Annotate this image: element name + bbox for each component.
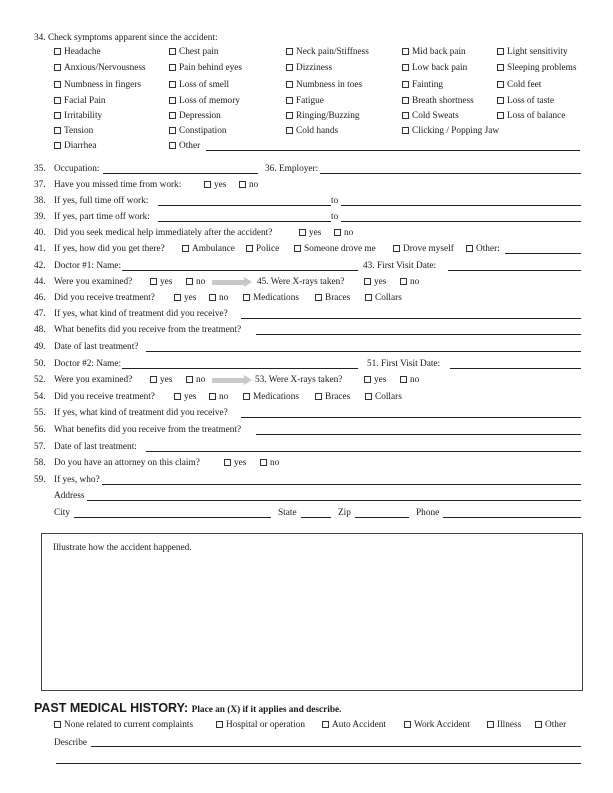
q52-label: Were you examined? xyxy=(54,375,133,385)
q44-no[interactable]: no xyxy=(186,277,205,288)
q48-number: 48. xyxy=(34,325,46,335)
q54-braces[interactable]: Braces xyxy=(315,392,350,403)
q46-label: Did you receive treatment? xyxy=(54,293,155,303)
symptom-label: Breath shortness xyxy=(412,96,474,106)
illustration-label: Illustrate how the accident happened. xyxy=(53,543,192,553)
symptom-label: Numbness in toes xyxy=(296,80,363,90)
q35-label: Occupation: xyxy=(54,164,100,174)
q37-label: Have you missed time from work: xyxy=(54,180,182,190)
checkbox[interactable] xyxy=(216,721,223,728)
q39-from-field[interactable] xyxy=(158,221,331,222)
checkbox[interactable] xyxy=(402,127,409,134)
symptom-option[interactable] xyxy=(497,47,568,58)
phone-field[interactable] xyxy=(443,517,581,518)
checkbox[interactable] xyxy=(209,393,216,400)
q42-number: 42. xyxy=(34,261,46,271)
checkbox[interactable] xyxy=(246,245,253,252)
state-field[interactable] xyxy=(301,517,331,518)
symptom-label: Cold Sweats xyxy=(412,111,459,121)
checkbox[interactable] xyxy=(402,81,409,88)
q49-field[interactable] xyxy=(146,351,581,352)
checkbox[interactable] xyxy=(497,112,504,119)
q50-label: Doctor #2: Name: xyxy=(54,359,122,369)
q41-other[interactable]: Other: xyxy=(466,244,500,255)
q58-yes[interactable]: yes xyxy=(224,458,246,469)
symptom-option[interactable] xyxy=(169,47,219,58)
symptom-label: Cold feet xyxy=(507,80,542,90)
q38-to: to xyxy=(331,196,339,206)
checkbox[interactable] xyxy=(404,721,411,728)
checkbox[interactable] xyxy=(400,278,407,285)
symptom-option[interactable] xyxy=(402,111,459,122)
q41-someone-drove[interactable]: Someone drove me xyxy=(294,244,376,255)
q53-label: 53. Were X-rays taken? xyxy=(255,375,343,385)
q54-yes[interactable]: yes xyxy=(174,392,196,403)
checkbox[interactable] xyxy=(54,81,61,88)
address-label: Address xyxy=(54,491,85,501)
q35-number: 35. xyxy=(34,164,46,174)
describe-field-1[interactable] xyxy=(91,746,581,747)
symptom-label: Sleeping problems xyxy=(507,63,577,73)
checkbox[interactable] xyxy=(400,376,407,383)
checkbox[interactable] xyxy=(487,721,494,728)
doctor1-date-field[interactable] xyxy=(448,270,581,271)
history-other[interactable]: Other xyxy=(535,720,566,731)
q34-label: 34. Check symptoms apparent since the accident: xyxy=(34,33,218,43)
symptom-label: Cold hands xyxy=(296,126,339,136)
checkbox[interactable] xyxy=(402,112,409,119)
symptom-label: Loss of smell xyxy=(179,80,230,90)
symptom-option[interactable] xyxy=(497,96,554,107)
checkbox[interactable] xyxy=(497,81,504,88)
checkbox[interactable] xyxy=(186,376,193,383)
q54-number: 54. xyxy=(34,392,46,402)
q47-label: If yes, what kind of treatment did you receive? xyxy=(54,309,228,319)
history-illness[interactable]: Illness xyxy=(487,720,521,731)
q58-number: 58. xyxy=(34,458,46,468)
q55-label: If yes, what kind of treatment did you receive? xyxy=(54,408,228,418)
q41-other-field[interactable] xyxy=(505,253,581,254)
checkbox[interactable] xyxy=(497,48,504,55)
q40-no[interactable]: no xyxy=(334,228,353,239)
checkbox[interactable] xyxy=(364,278,371,285)
checkbox[interactable] xyxy=(169,64,176,71)
symptom-label: Facial Pain xyxy=(64,96,106,106)
q55-number: 55. xyxy=(34,408,46,418)
symptom-label: Fainting xyxy=(412,80,443,90)
q37-no[interactable]: no xyxy=(239,180,258,191)
city-field[interactable] xyxy=(74,517,271,518)
symptom-label: Loss of taste xyxy=(507,96,554,106)
checkbox[interactable] xyxy=(393,245,400,252)
q45-no[interactable]: no xyxy=(400,277,419,288)
symptom-label: Headache xyxy=(64,47,101,57)
checkbox[interactable] xyxy=(243,294,250,301)
arrow-right-icon xyxy=(212,280,245,285)
symptom-label: Dizziness xyxy=(296,63,333,73)
symptom-option[interactable] xyxy=(286,96,324,107)
q57-number: 57. xyxy=(34,442,46,452)
checkbox[interactable] xyxy=(402,48,409,55)
checkbox[interactable] xyxy=(169,81,176,88)
q40-yes[interactable]: yes xyxy=(299,228,321,239)
symptom-option[interactable] xyxy=(286,63,332,74)
symptom-option[interactable] xyxy=(402,80,443,91)
q47-number: 47. xyxy=(34,309,46,319)
symptom-label: Loss of memory xyxy=(179,96,240,106)
symptom-other-line[interactable] xyxy=(206,150,580,151)
describe-label: Describe xyxy=(54,738,88,748)
checkbox[interactable] xyxy=(402,64,409,71)
q59-number: 59. xyxy=(34,475,46,485)
symptom-option[interactable] xyxy=(286,111,360,122)
q47-field[interactable] xyxy=(241,318,581,319)
q38-to-field[interactable] xyxy=(341,205,581,206)
q37-yes[interactable]: yes xyxy=(204,180,226,191)
checkbox[interactable] xyxy=(186,278,193,285)
doctor1-name-field[interactable] xyxy=(122,270,358,271)
symptom-label: Irritability xyxy=(64,111,103,121)
symptom-label: Ringing/Buzzing xyxy=(296,111,360,121)
q58-label: Do you have an attorney on this claim? xyxy=(54,458,200,468)
symptom-label: Chest pain xyxy=(179,47,219,57)
doctor2-name-field[interactable] xyxy=(122,368,358,369)
q38-from-field[interactable] xyxy=(158,205,331,206)
q52-number: 52. xyxy=(34,375,46,385)
checkbox[interactable] xyxy=(322,721,329,728)
phone-label: Phone xyxy=(416,508,440,518)
q51-label: 51. First Visit Date: xyxy=(367,359,441,369)
past-medical-history-instructions: Place an (X) if it applies and describe. xyxy=(191,705,342,715)
q54-medications[interactable]: Medications xyxy=(243,392,299,403)
q59-label: If yes, who? xyxy=(54,475,100,485)
checkbox[interactable] xyxy=(286,81,293,88)
symptom-label: Loss of balance xyxy=(507,111,566,121)
attorney-name-field[interactable] xyxy=(102,484,581,485)
symptom-option[interactable] xyxy=(497,63,576,74)
checkbox[interactable] xyxy=(54,721,61,728)
q46-medications[interactable]: Medications xyxy=(243,293,299,304)
q56-field[interactable] xyxy=(256,434,581,435)
checkbox[interactable] xyxy=(294,245,301,252)
checkbox[interactable] xyxy=(54,48,61,55)
q55-field[interactable] xyxy=(241,417,581,418)
q54-no[interactable]: no xyxy=(209,392,228,403)
checkbox[interactable] xyxy=(365,393,372,400)
symptom-option[interactable] xyxy=(169,111,221,122)
q52-yes[interactable]: yes xyxy=(150,375,172,386)
q44-number: 44. xyxy=(34,277,46,287)
checkbox[interactable] xyxy=(169,97,176,104)
symptom-option[interactable] xyxy=(54,96,106,107)
symptom-label: Fatigue xyxy=(296,96,324,106)
symptom-option[interactable] xyxy=(402,126,499,137)
checkbox[interactable] xyxy=(286,97,293,104)
symptom-option[interactable] xyxy=(402,47,466,58)
q38-label: If yes, full time off work: xyxy=(54,196,149,206)
q39-to-field[interactable] xyxy=(341,221,581,222)
q57-field[interactable] xyxy=(146,451,581,452)
checkbox[interactable] xyxy=(174,294,181,301)
q58-no[interactable]: no xyxy=(260,458,279,469)
checkbox[interactable] xyxy=(466,245,473,252)
illustration-box[interactable] xyxy=(41,533,583,691)
symptom-label: Depression xyxy=(179,111,221,121)
checkbox[interactable] xyxy=(364,376,371,383)
symptom-option[interactable] xyxy=(286,47,369,58)
history-work-accident[interactable]: Work Accident xyxy=(404,720,470,731)
q41-ambulance[interactable]: Ambulance xyxy=(182,244,235,255)
checkbox[interactable] xyxy=(169,112,176,119)
q53-yes[interactable]: yes xyxy=(364,375,386,386)
q49-number: 49. xyxy=(34,342,46,352)
symptom-label: Anxious/Nervousness xyxy=(64,63,146,73)
checkbox[interactable] xyxy=(286,64,293,71)
symptom-option[interactable] xyxy=(169,141,200,152)
address-field[interactable] xyxy=(87,500,581,501)
checkbox[interactable] xyxy=(54,127,61,134)
checkbox[interactable] xyxy=(150,278,157,285)
q57-label: Date of last treatment: xyxy=(54,442,137,452)
symptom-option[interactable] xyxy=(402,96,474,107)
q44-label: Were you examined? xyxy=(54,277,133,287)
symptom-option[interactable] xyxy=(169,63,242,74)
symptom-label: Other xyxy=(179,141,201,151)
q44-yes[interactable]: yes xyxy=(150,277,172,288)
doctor2-date-field[interactable] xyxy=(450,368,581,369)
q41-police[interactable]: Police xyxy=(246,244,279,255)
checkbox[interactable] xyxy=(315,294,322,301)
q45-label: 45. Were X-rays taken? xyxy=(257,277,345,287)
checkbox[interactable] xyxy=(402,97,409,104)
q40-number: 40. xyxy=(34,228,46,238)
checkbox[interactable] xyxy=(54,142,61,149)
symptom-option[interactable] xyxy=(286,80,362,91)
symptom-label: Clicking / Popping Jaw xyxy=(412,126,500,136)
q45-yes[interactable]: yes xyxy=(364,277,386,288)
q36-label: 36. Employer: xyxy=(265,164,319,174)
q46-braces[interactable]: Braces xyxy=(315,293,350,304)
symptom-option[interactable] xyxy=(286,126,338,137)
checkbox[interactable] xyxy=(239,181,246,188)
symptom-label: Neck pain/Stiffness xyxy=(296,47,369,57)
q54-collars[interactable]: Collars xyxy=(365,392,402,403)
q54-label: Did you receive treatment? xyxy=(54,392,155,402)
checkbox[interactable] xyxy=(204,181,211,188)
q39-number: 39. xyxy=(34,212,46,222)
checkbox[interactable] xyxy=(299,229,306,236)
symptom-label: Low back pain xyxy=(412,63,468,73)
q37-number: 37. xyxy=(34,180,46,190)
q52-no[interactable]: no xyxy=(186,375,205,386)
q46-yes[interactable]: yes xyxy=(174,293,196,304)
symptom-option[interactable] xyxy=(54,47,101,58)
checkbox[interactable] xyxy=(182,245,189,252)
history-hospital[interactable]: Hospital or operation xyxy=(216,720,305,731)
q41-drove-myself[interactable]: Drove myself xyxy=(393,244,454,255)
q48-label: What benefits did you receive from the treatment? xyxy=(54,325,242,335)
symptom-option[interactable] xyxy=(54,141,97,152)
q46-no[interactable]: no xyxy=(209,293,228,304)
symptom-option[interactable] xyxy=(497,80,541,91)
state-label: State xyxy=(278,508,297,518)
checkbox[interactable] xyxy=(365,294,372,301)
symptom-option[interactable] xyxy=(54,111,102,122)
q39-label: If yes, part time off work: xyxy=(54,212,150,222)
checkbox[interactable] xyxy=(54,112,61,119)
checkbox[interactable] xyxy=(535,721,542,728)
q53-no[interactable]: no xyxy=(400,375,419,386)
q42-label: Doctor #1: Name: xyxy=(54,261,122,271)
city-label: City xyxy=(54,508,71,518)
checkbox[interactable] xyxy=(209,294,216,301)
history-auto-accident[interactable]: Auto Accident xyxy=(322,720,386,731)
symptom-option[interactable] xyxy=(54,80,141,91)
zip-label: Zip xyxy=(338,508,351,518)
q49-label: Date of last treatment? xyxy=(54,342,139,352)
q38-number: 38. xyxy=(34,196,46,206)
symptom-option[interactable] xyxy=(169,80,229,91)
symptom-label: Numbness in fingers xyxy=(64,80,141,90)
q46-number: 46. xyxy=(34,293,46,303)
symptom-label: Constipation xyxy=(179,126,227,136)
symptom-option[interactable] xyxy=(169,126,227,137)
checkbox[interactable] xyxy=(174,393,181,400)
q43-label: 43. First Visit Date: xyxy=(363,261,437,271)
checkbox[interactable] xyxy=(286,112,293,119)
employer-field[interactable] xyxy=(320,173,581,174)
q40-label: Did you seek medical help immediately after the accident? xyxy=(54,228,273,238)
history-none-related[interactable]: None related to current complaints xyxy=(54,720,193,731)
checkbox[interactable] xyxy=(286,48,293,55)
q41-label: If yes, how did you get there? xyxy=(54,244,165,254)
symptom-option[interactable] xyxy=(54,63,146,74)
q56-label: What benefits did you receive from the treatment? xyxy=(54,425,242,435)
checkbox[interactable] xyxy=(169,142,176,149)
q48-field[interactable] xyxy=(256,334,581,335)
q41-number: 41. xyxy=(34,244,46,254)
symptom-option[interactable] xyxy=(54,126,93,137)
zip-field[interactable] xyxy=(355,517,409,518)
symptom-option[interactable] xyxy=(497,111,565,122)
arrow-right-icon xyxy=(212,378,245,383)
q39-to: to xyxy=(331,212,339,222)
symptom-label: Light sensitivity xyxy=(507,47,568,57)
checkbox[interactable] xyxy=(224,459,231,466)
checkbox[interactable] xyxy=(497,64,504,71)
checkbox[interactable] xyxy=(260,459,267,466)
past-medical-history-heading: PAST MEDICAL HISTORY: Place an (X) if it applies and describe. xyxy=(34,701,342,715)
describe-field-2[interactable] xyxy=(56,763,581,764)
checkbox[interactable] xyxy=(54,64,61,71)
symptom-label: Pain behind eyes xyxy=(179,63,242,73)
symptom-label: Mid back pain xyxy=(412,47,466,57)
checkbox[interactable] xyxy=(169,127,176,134)
checkbox[interactable] xyxy=(243,393,250,400)
symptom-option[interactable] xyxy=(402,63,467,74)
checkbox[interactable] xyxy=(497,97,504,104)
checkbox[interactable] xyxy=(169,48,176,55)
symptom-label: Tension xyxy=(64,126,94,136)
checkbox[interactable] xyxy=(150,376,157,383)
symptom-option[interactable] xyxy=(169,96,240,107)
symptom-label: Diarrhea xyxy=(64,141,97,151)
checkbox[interactable] xyxy=(54,97,61,104)
checkbox[interactable] xyxy=(315,393,322,400)
q46-collars[interactable]: Collars xyxy=(365,293,402,304)
checkbox[interactable] xyxy=(334,229,341,236)
checkbox[interactable] xyxy=(286,127,293,134)
q50-number: 50. xyxy=(34,359,46,369)
q56-number: 56. xyxy=(34,425,46,435)
occupation-field[interactable] xyxy=(103,173,258,174)
